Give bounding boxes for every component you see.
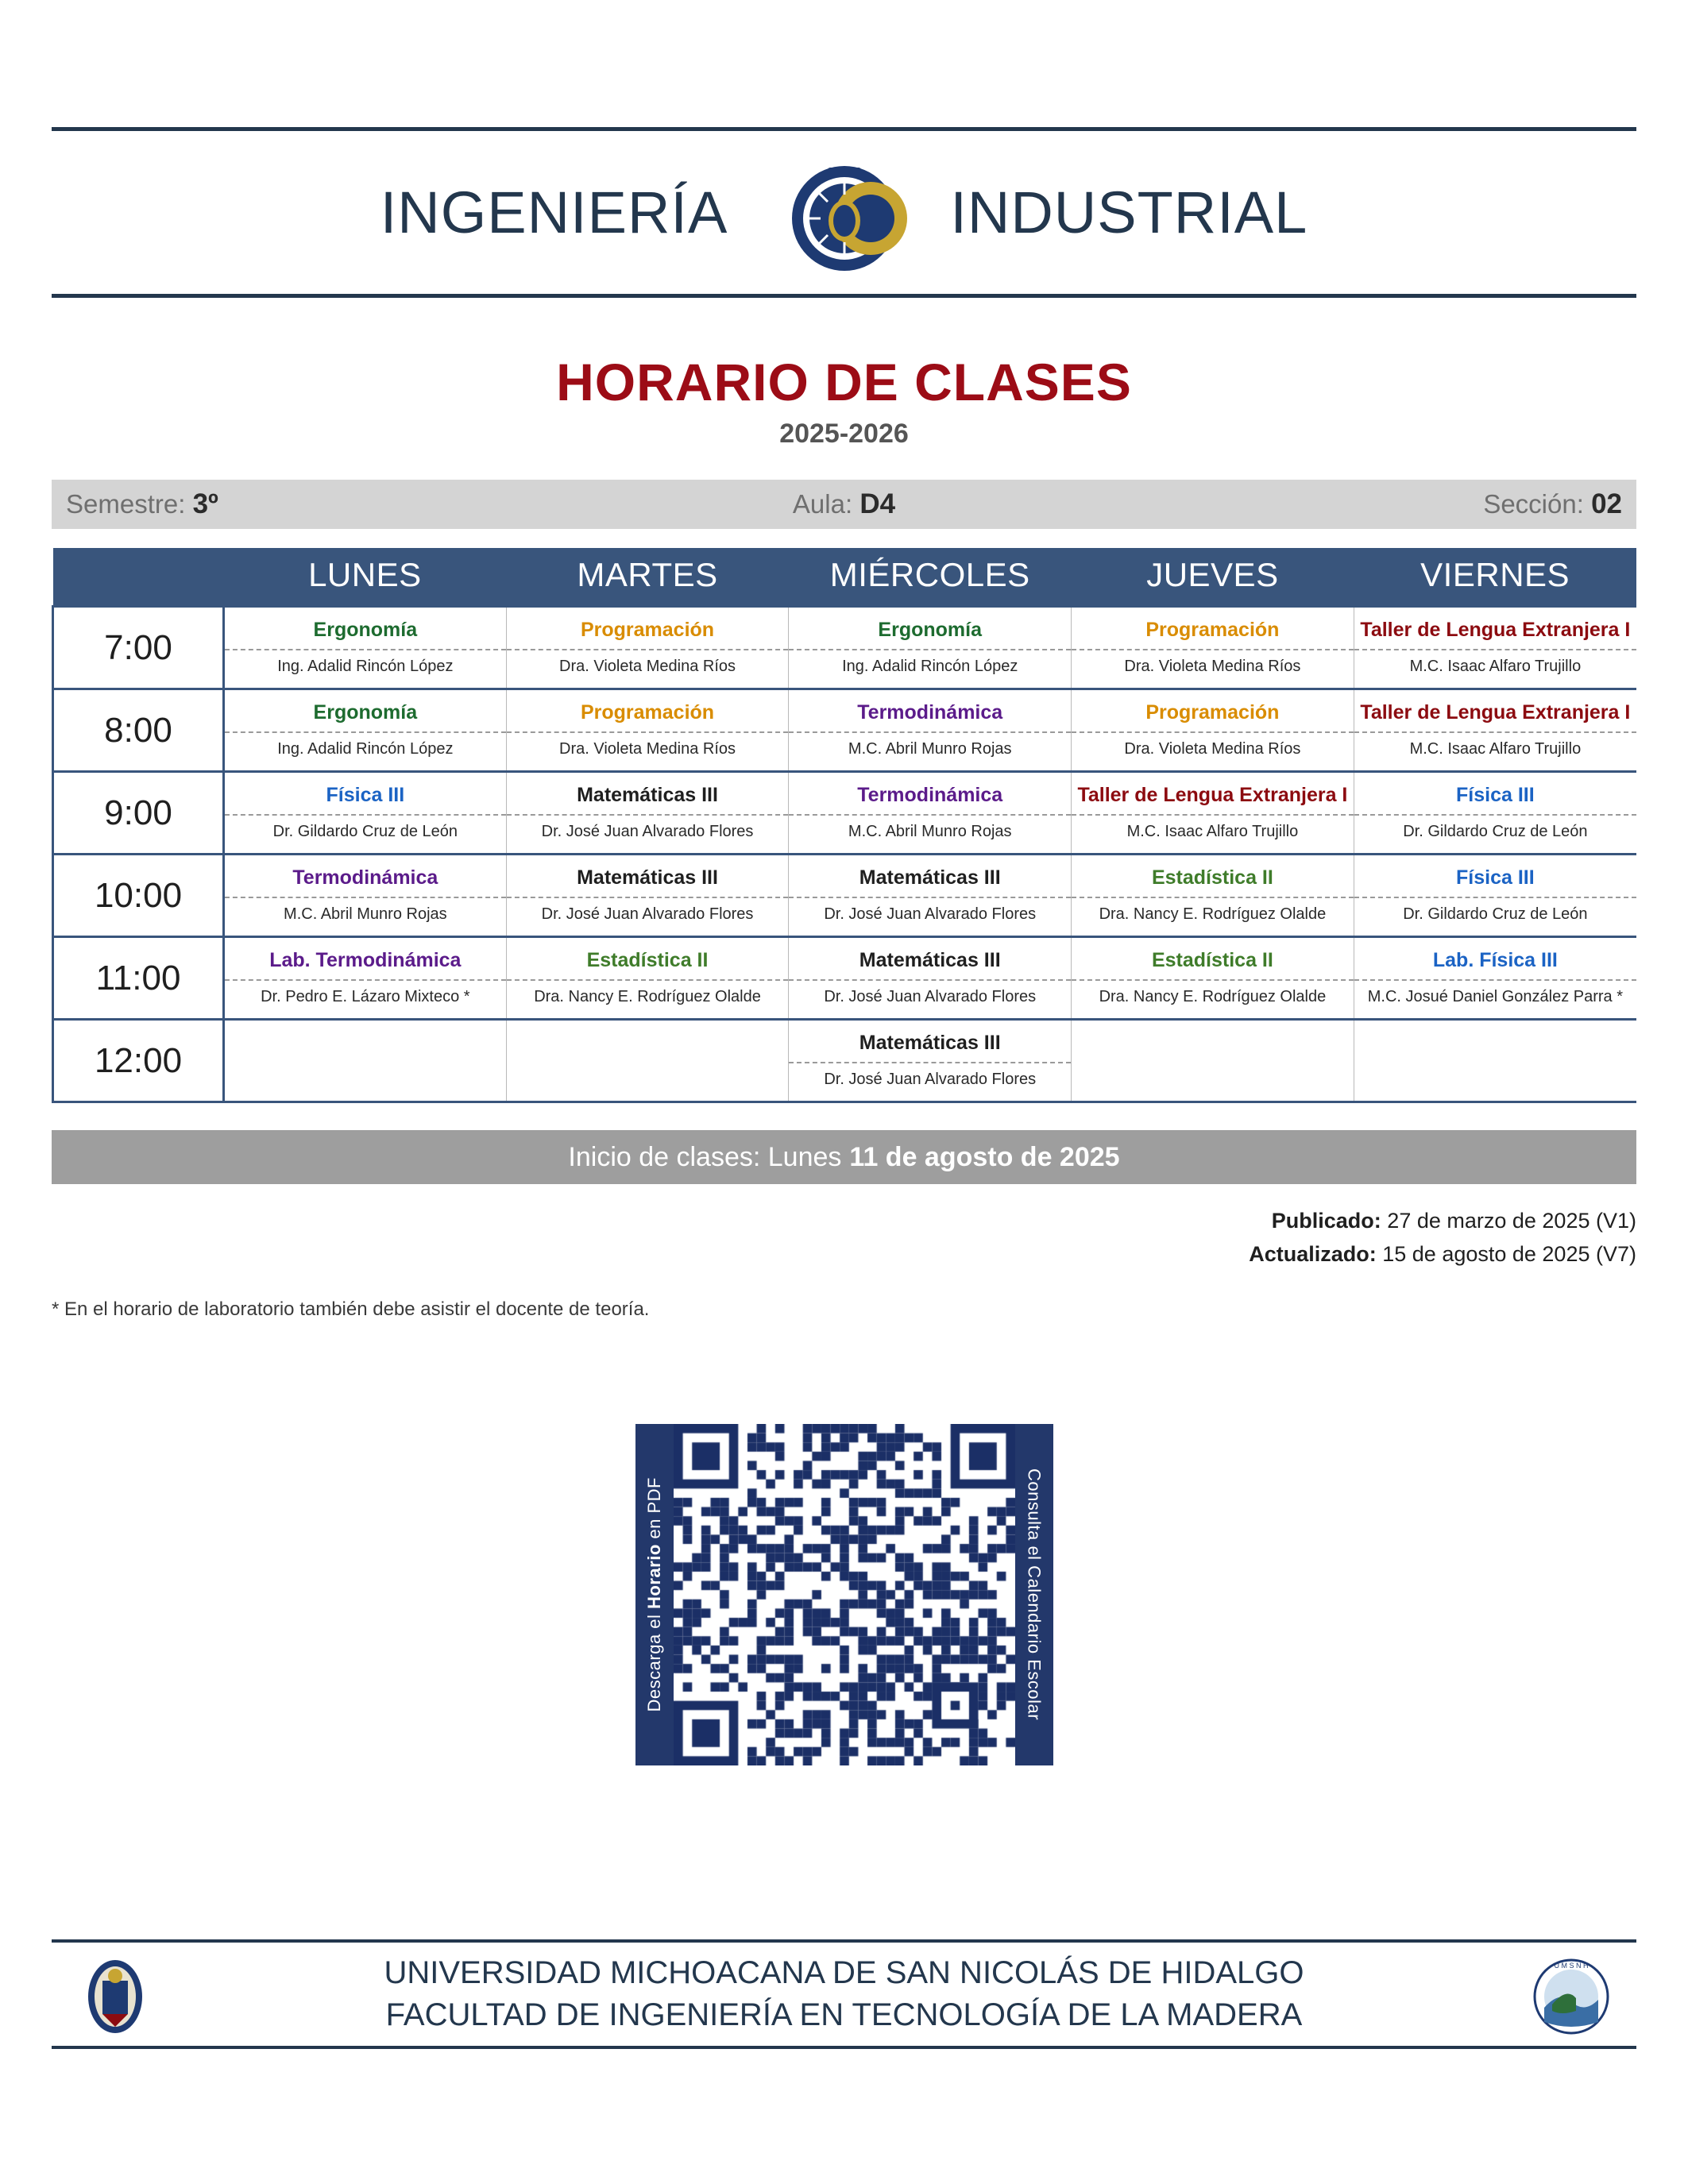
qr-left-text-bold: Horario: [643, 1544, 664, 1609]
institution-name: [384, 1952, 1304, 2036]
table-row: [53, 607, 1637, 689]
class-teacher: [1354, 1063, 1636, 1098]
hour-label-800: 8:00: [53, 689, 224, 772]
class-slot: [1072, 1020, 1354, 1102]
section-label: Sección:: [1483, 489, 1584, 519]
day-header-martes: MARTES: [506, 548, 789, 607]
published-value: 27 de marzo de 2025 (V1): [1387, 1209, 1636, 1233]
class-slot: [789, 937, 1072, 1020]
class-teacher: M.C. Abril Munro Rojas: [848, 739, 1012, 758]
class-subject: [1072, 1024, 1354, 1063]
class-subject: Matemáticas III: [789, 941, 1071, 981]
class-subject: Estadística II: [507, 941, 789, 981]
meta-bar: [52, 480, 1636, 529]
qr-left-label: [635, 1424, 674, 1765]
umsnh-shield-logo: [75, 1952, 155, 2041]
class-subject: Taller de Lengua Extranjera I: [1354, 611, 1636, 650]
updated-value: 15 de agosto de 2025 (V7): [1382, 1241, 1636, 1266]
department-right: INDUSTRIAL: [950, 179, 1308, 245]
hour-label-1200: 12:00: [53, 1020, 224, 1102]
class-slot: [789, 689, 1072, 772]
class-subject: [507, 1024, 789, 1063]
class-subject: [1354, 1024, 1636, 1063]
institution-line-1: UNIVERSIDAD MICHOACANA DE SAN NICOLÁS DE HIDALGO: [384, 1955, 1304, 1991]
class-slot: [789, 1020, 1072, 1102]
class-subject: Ergonomía: [225, 693, 506, 733]
class-subject: Programación: [507, 693, 789, 733]
class-teacher: Ing. Adalid Rincón López: [277, 657, 454, 675]
hour-label-700: 7:00: [53, 607, 224, 689]
class-subject: Termodinámica: [789, 776, 1071, 816]
table-header-row: [53, 548, 1637, 607]
class-teacher: [225, 1063, 506, 1098]
class-teacher: Dr. José Juan Alvarado Flores: [824, 1070, 1037, 1088]
class-slot: [1354, 689, 1636, 772]
class-teacher: Dra. Nancy E. Rodríguez Olalde: [1099, 905, 1327, 923]
department-left: INGENIERÍA: [380, 179, 728, 245]
class-teacher: M.C. Josué Daniel González Parra *: [1367, 987, 1623, 1005]
class-teacher: M.C. Abril Munro Rojas: [848, 822, 1012, 840]
room-value: D4: [859, 488, 896, 519]
class-teacher: [1072, 1063, 1354, 1098]
class-teacher: M.C. Isaac Alfaro Trujillo: [1409, 657, 1582, 675]
class-subject: Programación: [1072, 693, 1354, 733]
class-slot: [1354, 1020, 1636, 1102]
class-teacher: [507, 1063, 789, 1098]
class-slot: [224, 1020, 507, 1102]
class-slot: [224, 937, 507, 1020]
class-slot: [1072, 772, 1354, 855]
class-slot: [506, 1020, 789, 1102]
class-teacher: Dr. Gildardo Cruz de León: [1403, 822, 1588, 840]
class-slot: [789, 607, 1072, 689]
class-teacher: M.C. Isaac Alfaro Trujillo: [1409, 739, 1582, 758]
class-teacher: Dra. Nancy E. Rodríguez Olalde: [1099, 987, 1327, 1005]
class-subject: Matemáticas III: [507, 776, 789, 816]
section-field: [1103, 488, 1622, 520]
class-subject: Termodinámica: [225, 859, 506, 898]
class-slot: [1354, 937, 1636, 1020]
semester-value: 3º: [192, 488, 218, 519]
class-slot: [506, 607, 789, 689]
class-teacher: Dr. José Juan Alvarado Flores: [824, 905, 1037, 923]
class-slot: [1072, 855, 1354, 937]
class-teacher: M.C. Abril Munro Rojas: [284, 905, 447, 923]
class-teacher: M.C. Isaac Alfaro Trujillo: [1126, 822, 1299, 840]
class-teacher: Dr. José Juan Alvarado Flores: [541, 905, 754, 923]
class-teacher: Dra. Violeta Medina Ríos: [559, 657, 736, 675]
table-row: [53, 689, 1637, 772]
class-subject: Matemáticas III: [789, 1024, 1071, 1063]
qr-right-text: Consulta el Calendario Escolar: [1024, 1468, 1045, 1721]
class-slot: [506, 772, 789, 855]
class-teacher: Dra. Violeta Medina Ríos: [1124, 739, 1301, 758]
class-slot: [789, 855, 1072, 937]
class-teacher: Dra. Nancy E. Rodríguez Olalde: [534, 987, 761, 1005]
class-subject: Lab. Termodinámica: [225, 941, 506, 981]
class-teacher: Dr. José Juan Alvarado Flores: [824, 987, 1037, 1005]
svg-text:U M S N H: U M S N H: [1554, 1962, 1589, 1970]
hour-label-900: 9:00: [53, 772, 224, 855]
qr-left-text-1: Descarga el: [643, 1608, 664, 1712]
class-subject: Matemáticas III: [507, 859, 789, 898]
room-label: Aula:: [792, 489, 853, 519]
class-slot: [224, 772, 507, 855]
class-subject: Física III: [1354, 776, 1636, 816]
class-slot: [1354, 772, 1636, 855]
updated-line: [52, 1238, 1636, 1271]
semester-field: [66, 488, 585, 520]
room-field: [585, 488, 1103, 520]
publication-info: [52, 1205, 1636, 1271]
class-subject: Termodinámica: [789, 693, 1071, 733]
class-slot: [1072, 607, 1354, 689]
class-slot: [789, 772, 1072, 855]
class-subject: Física III: [225, 776, 506, 816]
class-subject: Matemáticas III: [789, 859, 1071, 898]
class-subject: Programación: [1072, 611, 1354, 650]
class-subject: Lab. Física III: [1354, 941, 1636, 981]
published-label: Publicado:: [1271, 1209, 1381, 1233]
qr-block: [52, 1424, 1636, 1765]
page-subtitle: 2025-2026: [779, 419, 909, 449]
footer-band: [52, 1939, 1636, 2049]
class-slot: [1072, 937, 1354, 1020]
day-header-lunes: LUNES: [224, 548, 507, 607]
schedule-table: [52, 548, 1636, 1103]
class-teacher: Dra. Violeta Medina Ríos: [559, 739, 736, 758]
class-subject: Ergonomía: [789, 611, 1071, 650]
header-band: [52, 127, 1636, 298]
fitecma-seal-logo: [1528, 1952, 1614, 2041]
class-slot: [224, 607, 507, 689]
class-subject: Estadística II: [1072, 941, 1354, 981]
class-slot: [1354, 607, 1636, 689]
hour-label-1100: 11:00: [53, 937, 224, 1020]
class-subject: Taller de Lengua Extranjera I: [1354, 693, 1636, 733]
class-teacher: Dr. Gildardo Cruz de León: [1403, 905, 1588, 923]
class-subject: Taller de Lengua Extranjera I: [1072, 776, 1354, 816]
published-line: [52, 1205, 1636, 1238]
day-header-viernes: VIERNES: [1354, 548, 1636, 607]
class-subject: [225, 1024, 506, 1063]
qr-code-image[interactable]: [674, 1424, 1015, 1765]
day-header-miercoles: MIÉRCOLES: [789, 548, 1072, 607]
start-date-prefix: Inicio de clases: Lunes: [568, 1141, 842, 1172]
day-header-jueves: JUEVES: [1072, 548, 1354, 607]
section-value: 02: [1591, 488, 1622, 519]
class-slot: [1354, 855, 1636, 937]
class-slot: [506, 937, 789, 1020]
class-subject: Programación: [507, 611, 789, 650]
class-slot: [224, 855, 507, 937]
start-date-bar: [52, 1130, 1636, 1184]
class-teacher: Dra. Violeta Medina Ríos: [1124, 657, 1301, 675]
class-teacher: Dr. Pedro E. Lázaro Mixteco *: [261, 987, 470, 1005]
class-subject: Física III: [1354, 859, 1636, 898]
umsnh-industrial-engineering-logo: [769, 145, 920, 288]
qr-left-text-2: en PDF: [643, 1476, 664, 1545]
class-slot: [224, 689, 507, 772]
semester-label: Semestre:: [66, 489, 186, 519]
qr-right-label: [1015, 1424, 1053, 1765]
table-row: [53, 855, 1637, 937]
updated-label: Actualizado:: [1249, 1241, 1377, 1266]
page-title: HORARIO DE CLASES: [556, 353, 1132, 411]
class-teacher: Dr. José Juan Alvarado Flores: [541, 822, 754, 840]
class-teacher: Ing. Adalid Rincón López: [277, 739, 454, 758]
table-row: [53, 772, 1637, 855]
class-subject: Estadística II: [1072, 859, 1354, 898]
class-subject: Ergonomía: [225, 611, 506, 650]
class-slot: [506, 689, 789, 772]
start-date-value: 11 de agosto de 2025: [849, 1141, 1120, 1172]
class-slot: [506, 855, 789, 937]
corner-cell: [53, 548, 224, 607]
class-teacher: Ing. Adalid Rincón López: [842, 657, 1018, 675]
table-row: [53, 937, 1637, 1020]
class-teacher: Dr. Gildardo Cruz de León: [272, 822, 458, 840]
hour-label-1000: 10:00: [53, 855, 224, 937]
institution-line-2: FACULTAD DE INGENIERÍA EN TECNOLOGÍA DE LA MADERA: [385, 1997, 1303, 2032]
table-row: [53, 1020, 1637, 1102]
footnote: * En el horario de laboratorio también debe asistir el docente de teoría.: [52, 1298, 650, 1320]
class-slot: [1072, 689, 1354, 772]
